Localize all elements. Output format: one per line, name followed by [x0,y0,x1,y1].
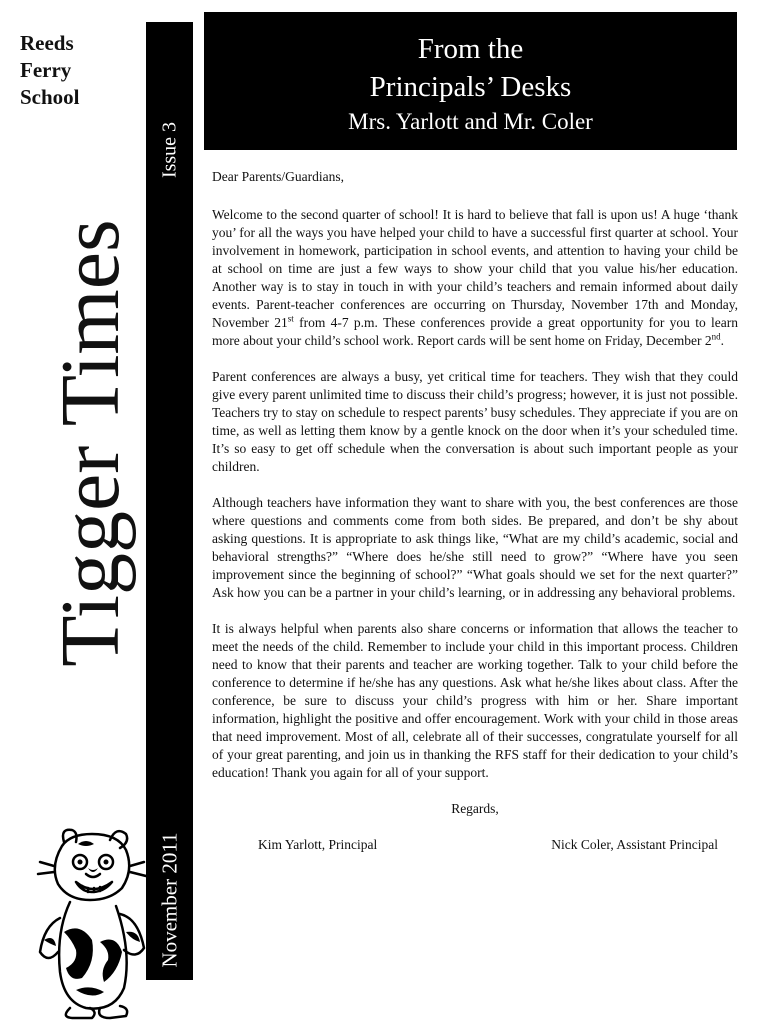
newsletter-title [44,190,137,695]
school-name-line2: Ferry [20,58,72,82]
letter-paragraph-1-part-c: . [720,333,725,348]
letter-paragraph-4: It is always helpful when parents also share concerns or information that allows the teacher to meet the needs of the child. Remember to include your child in this important process. Children need to know that their parents and teacher are working together. Talk to your child before the conference to determine if he/she has any questions. Ask what he/she likes about class. After the conference, be sure to discuss your child’s progress with him or her. Share important information, highlight the positive and offer encouragement. Work with your child in those areas that need improvement. Most of all, celebrate all of their successes, congratulate yourself for all of your great parenting, and join us in thanking the RFS staff for their dedication to your child’s education! Thank you again for all of your support. [212,621,738,780]
signature-block [212,836,738,854]
ordinal-suffix-2: nd [711,331,721,342]
letter-body [212,168,738,854]
issue-label-text: Issue 3 [158,121,180,179]
header-subtitle: Mrs. Yarlott and Mr. Coler [348,109,593,134]
newsletter-title-text: Tigger Times [44,218,137,667]
letter-paragraph-3: Although teachers have information they want to share with you, the best conferences are those where questions and comments come from both sides. Be prepared, and don’t be shy about asking questions. It is appropriate to ask things like, “What are my child’s academic, social and behavioral strengths?” “Where does he/she still need to grow?” “Where have you seen improvement since the beginning of school?” “What goals should we set for the next quarter?” Ask how you can be a partner in your child’s learning, or in addressing any behavioral problems. [212,495,738,600]
letter-paragraph-1-part-b: from 4-7 p.m. These conferences provide a great opportunity for you to learn more about your child’s school work. Report cards will be sent home on Friday, December 2 [212,315,738,348]
letter-paragraph-1-part-a: Welcome to the second quarter of school! It is hard to believe that fall is upon us! A huge ‘thank you’ for all the ways you have helped your child to have a successful first quarter at school. Your involvement in homework, participation in school events, and attention to having your child be at school on time are just a few ways to show your child that you value his/her education. Another way is to stay in touch in with your child’s teachers and remain informed about daily events. Parent-teacher conferences are occurring on Thursday, November 17th and Monday, November 21 [212,207,738,330]
letter-greeting: Dear Parents/Guardians, [212,169,344,184]
issue-date-text: November 2011 [157,832,181,968]
header-title-line1: From the [417,33,524,65]
issue-label [146,110,193,190]
tiger-mascot-icon [30,822,150,1020]
letter-closing: Regards, [451,801,499,816]
header-title-line2: Principals’ Desks [369,71,572,103]
header-banner [204,12,737,150]
issue-date [146,820,193,980]
signature-principal: Kim Yarlott, Principal [258,837,378,852]
school-name-line1: Reeds [20,31,74,55]
signature-assistant-principal: Nick Coler, Assistant Principal [551,837,718,852]
letter-paragraph-2: Parent conferences are always a busy, yet critical time for teachers. They wish that they could give every parent unlimited time to discuss their child’s progress; however, it is just not possible. Teachers try to stay on schedule to respect parents’ busy schedules. They appreciate if you are on time, as well as letting them know by a gentle knock on the door when it’s your scheduled time. It’s so easy to get off schedule when the conversation is about such important people as your children. [212,369,738,474]
school-name [20,30,80,111]
ordinal-suffix-1: st [287,313,294,324]
letter-paragraph-1 [212,206,738,350]
school-name-line3: School [20,85,80,109]
